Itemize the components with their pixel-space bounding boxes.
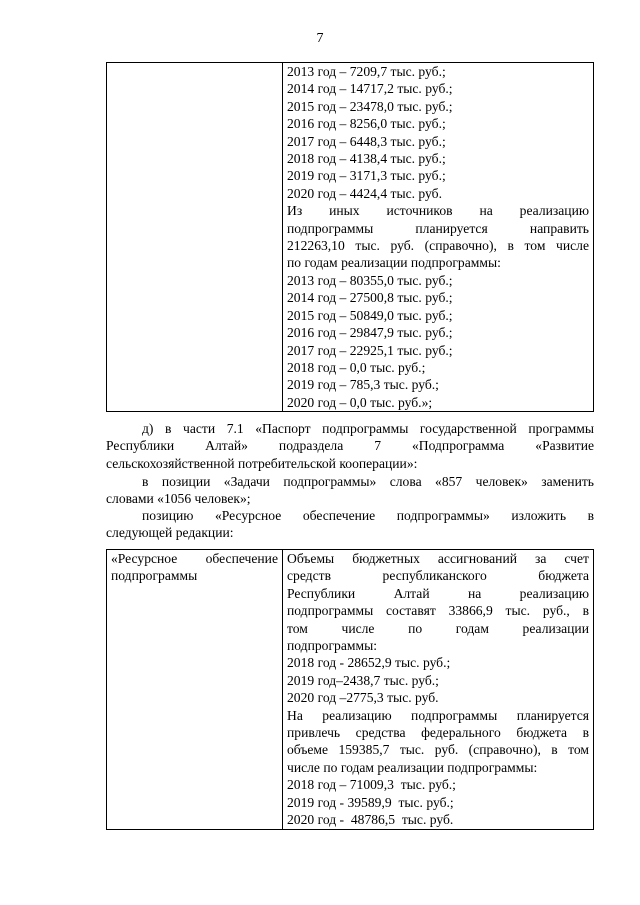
budget-text: подпрограммы:: [287, 638, 377, 654]
year-line: 2016 год – 8256,0 тыс. руб.;: [287, 116, 446, 132]
other-sources-text: Из иных источников на реализацию: [287, 203, 589, 219]
year-line: 2014 год – 27500,8 тыс. руб.;: [287, 290, 453, 306]
paragraph-line: сельскохозяйственной потребительской кооперации»:: [106, 455, 418, 471]
federal-text: привлечь средства федерального бюджета в: [287, 725, 589, 741]
funding-table-continuation: [106, 62, 594, 412]
year-line: 2014 год – 14717,2 тыс. руб.;: [287, 81, 453, 97]
paragraph-line: Республики Алтай» подраздела 7 «Подпрограмма «Развитие: [106, 438, 594, 454]
paragraph-line: следующей редакции:: [106, 525, 234, 541]
year-line: 2017 год – 22925,1 тыс. руб.;: [287, 342, 453, 358]
year-line: 2019 год - 39589,9 тыс. руб.;: [287, 794, 454, 810]
year-line: 2018 год – 0,0 тыс. руб.;: [287, 359, 426, 375]
table2-right-cell: [283, 550, 594, 830]
federal-text: числе по годам реализации подпрограммы:: [287, 759, 538, 775]
paragraph-d: [106, 420, 594, 472]
year-line: 2018 год - 28652,9 тыс. руб.;: [287, 655, 451, 671]
budget-text: том числе по годам реализации: [287, 620, 589, 636]
year-line: 2015 год – 50849,0 тыс. руб.;: [287, 307, 453, 323]
year-line: 2015 год – 23478,0 тыс. руб.;: [287, 98, 453, 114]
year-line: 2018 год – 71009,3 тыс. руб.;: [287, 777, 456, 793]
page-number: 7: [316, 31, 324, 46]
federal-text: объеме 159385,7 тыс. руб. (справочно), в том: [287, 742, 589, 758]
budget-text: подпрограммы составят 33866,9 тыс. руб., в: [287, 603, 589, 619]
table1-left-cell: [107, 63, 283, 412]
paragraph-line: д) в части 7.1 «Паспорт подпрограммы государственной программы: [142, 421, 594, 436]
paragraph-position: [106, 507, 594, 542]
year-line: 2013 год – 80355,0 тыс. руб.;: [287, 272, 453, 288]
budget-text: Объемы бюджетных ассигнований за счет: [287, 551, 589, 566]
year-line: 2016 год – 29847,9 тыс. руб.;: [287, 325, 453, 341]
year-line: 2017 год – 6448,3 тыс. руб.;: [287, 133, 446, 149]
federal-text: На реализацию подпрограммы планируется: [287, 707, 589, 723]
year-line: 2020 год - 48786,5 тыс. руб.: [287, 812, 454, 828]
year-line: 2019 год – 3171,3 тыс. руб.;: [287, 168, 446, 184]
position-title-line: подпрограммы: [111, 568, 198, 584]
paragraph-line: в позиции «Задачи подпрограммы» слова «857 человек» заменить: [142, 474, 594, 489]
table1-right-cell: [283, 63, 594, 412]
year-line: 2018 год – 4138,4 тыс. руб.;: [287, 151, 446, 167]
year-line: 2019 год – 785,3 тыс. руб.;: [287, 377, 439, 393]
other-sources-text: по годам реализации подпрограммы:: [287, 255, 501, 271]
paragraph-line: словами «1056 человек»;: [106, 491, 251, 507]
budget-text: средств республиканского бюджета: [287, 568, 589, 584]
year-line: 2020 год – 4424,4 тыс. руб.: [287, 185, 442, 201]
position-title-line: «Ресурсное обеспечение: [111, 551, 278, 566]
table2-left-cell: [107, 550, 283, 830]
year-line: 2019 год–2438,7 тыс. руб.;: [287, 672, 439, 688]
paragraph-line: позицию «Ресурсное обеспечение подпрограммы» изложить в: [142, 508, 594, 523]
year-line: 2020 год –2775,3 тыс. руб.: [287, 690, 439, 706]
other-sources-text: подпрограммы планируется направить: [287, 220, 589, 236]
paragraph-tasks: [106, 473, 594, 508]
other-sources-text: 212263,10 тыс. руб. (справочно), в том числе: [287, 238, 589, 254]
year-line: 2020 год – 0,0 тыс. руб.»;: [287, 394, 433, 410]
resource-table: [106, 549, 594, 830]
budget-text: Республики Алтай на реализацию: [287, 585, 589, 601]
year-line: 2013 год – 7209,7 тыс. руб.;: [287, 64, 446, 79]
